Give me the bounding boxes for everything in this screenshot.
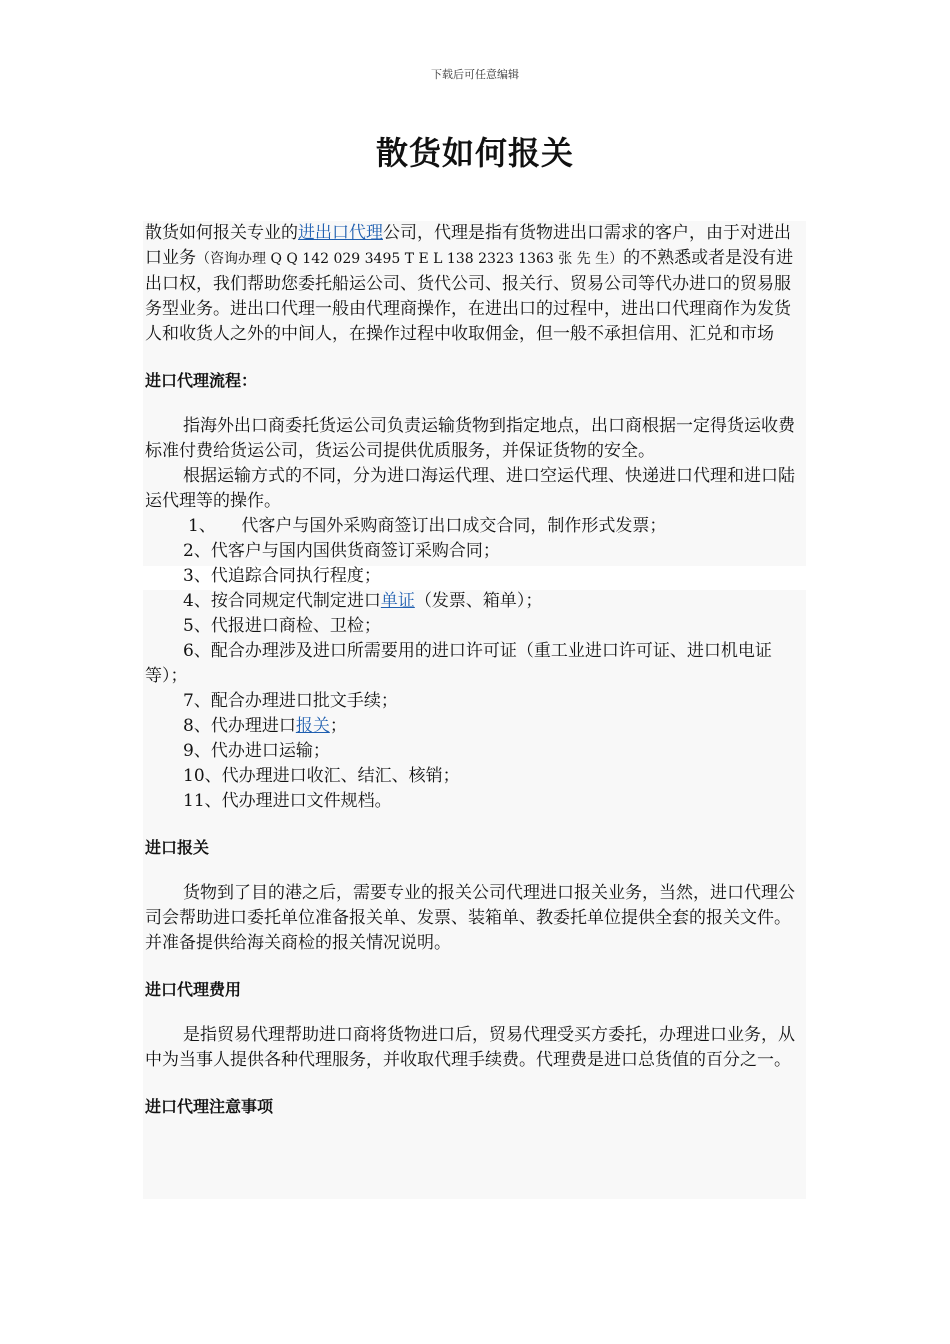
list-item-11: 11、代办理进口文件规档。: [183, 791, 392, 811]
document-title: 散货如何报关: [375, 134, 574, 172]
list-item-8: 8、代办理进口报关；: [183, 716, 347, 736]
heading-fees: 进口代理费用: [145, 980, 242, 999]
page-header: 下载后可任意编辑: [431, 68, 519, 81]
list-item-3: 3、代追踪合同执行程度；: [183, 566, 381, 586]
list-item-9: 9、代办进口运输；: [183, 741, 330, 761]
contact-info: （咨询办理 Q Q 142 029 3495 T E L 138 2323 1363 张 先 生）: [196, 251, 624, 267]
heading-customs: 进口报关: [145, 838, 210, 857]
heading-notes: 进口代理注意事项: [145, 1097, 274, 1116]
document-body: [145, 221, 805, 1119]
list-item-10: 10、代办理进口收汇、结汇、核销；: [183, 766, 460, 786]
fees-paragraph: 是指贸易代理帮助进口商将货物进口后，贸易代理受买方委托，办理进口业务，从中为当事人提供各种代理服务，并收取代理手续费。代理费是进口总货值的百分之一。: [145, 1025, 795, 1070]
list-item-7: 7、配合办理进口批文手续；: [183, 691, 398, 711]
heading-process: 进口代理流程：: [145, 371, 258, 390]
list-item-1: 1、 代客户与国外采购商签订出口成交合同，制作形式发票；: [188, 516, 667, 536]
list-item-4: 4、按合同规定代制定进口单证（发票、箱单）；: [183, 591, 543, 611]
documents-link[interactable]: 单证: [380, 591, 415, 611]
customs-paragraph: 货物到了目的港之后，需要专业的报关公司代理进口报关业务，当然，进口代理公司会帮助进口委托单位准备报关单、发票、装箱单、教委托单位提供全套的报关文件。并准备提供给海关商检的报关情况说明。: [145, 883, 795, 953]
intro-paragraph: 散货如何报关专业的进出口代理公司，代理是指有货物进出口需求的客户，由于对进出口业务（咨询办理 Q Q 142 029 3495 T E L 138 2323 1363 张 先 生）的不熟悉或者是没有进出口权，我们帮助您委托船运公司、货代公司、报关行、贸易公司等代办进口的贸易服务型业务。进出口代理一般由代理商操作，在进出口的过程中，进出口代理商作为发货人和收货人之外的中间人，在操作过程中收取佣金，但一般不承担信用、汇兑和市场: [145, 223, 794, 344]
list-item-2: 2、代客户与国内国供货商签订采购合同；: [183, 541, 500, 561]
process-paragraph-2: 根据运输方式的不同，分为进口海运代理、进口空运代理、快递进口代理和进口陆运代理等的操作。: [145, 466, 795, 511]
process-paragraph-1: 指海外出口商委托货运公司负责运输货物到指定地点，出口商根据一定得货运收费标准付费给货运公司，货运公司提供优质服务，并保证货物的安全。: [145, 416, 795, 461]
import-export-agent-link[interactable]: 进出口代理: [298, 223, 383, 243]
customs-declaration-link[interactable]: 报关: [295, 716, 330, 736]
list-item-6: 6、配合办理涉及进口所需要用的进口许可证（重工业进口许可证、进口机电证等）；: [145, 641, 772, 686]
list-item-5: 5、代报进口商检、卫检；: [183, 616, 381, 636]
